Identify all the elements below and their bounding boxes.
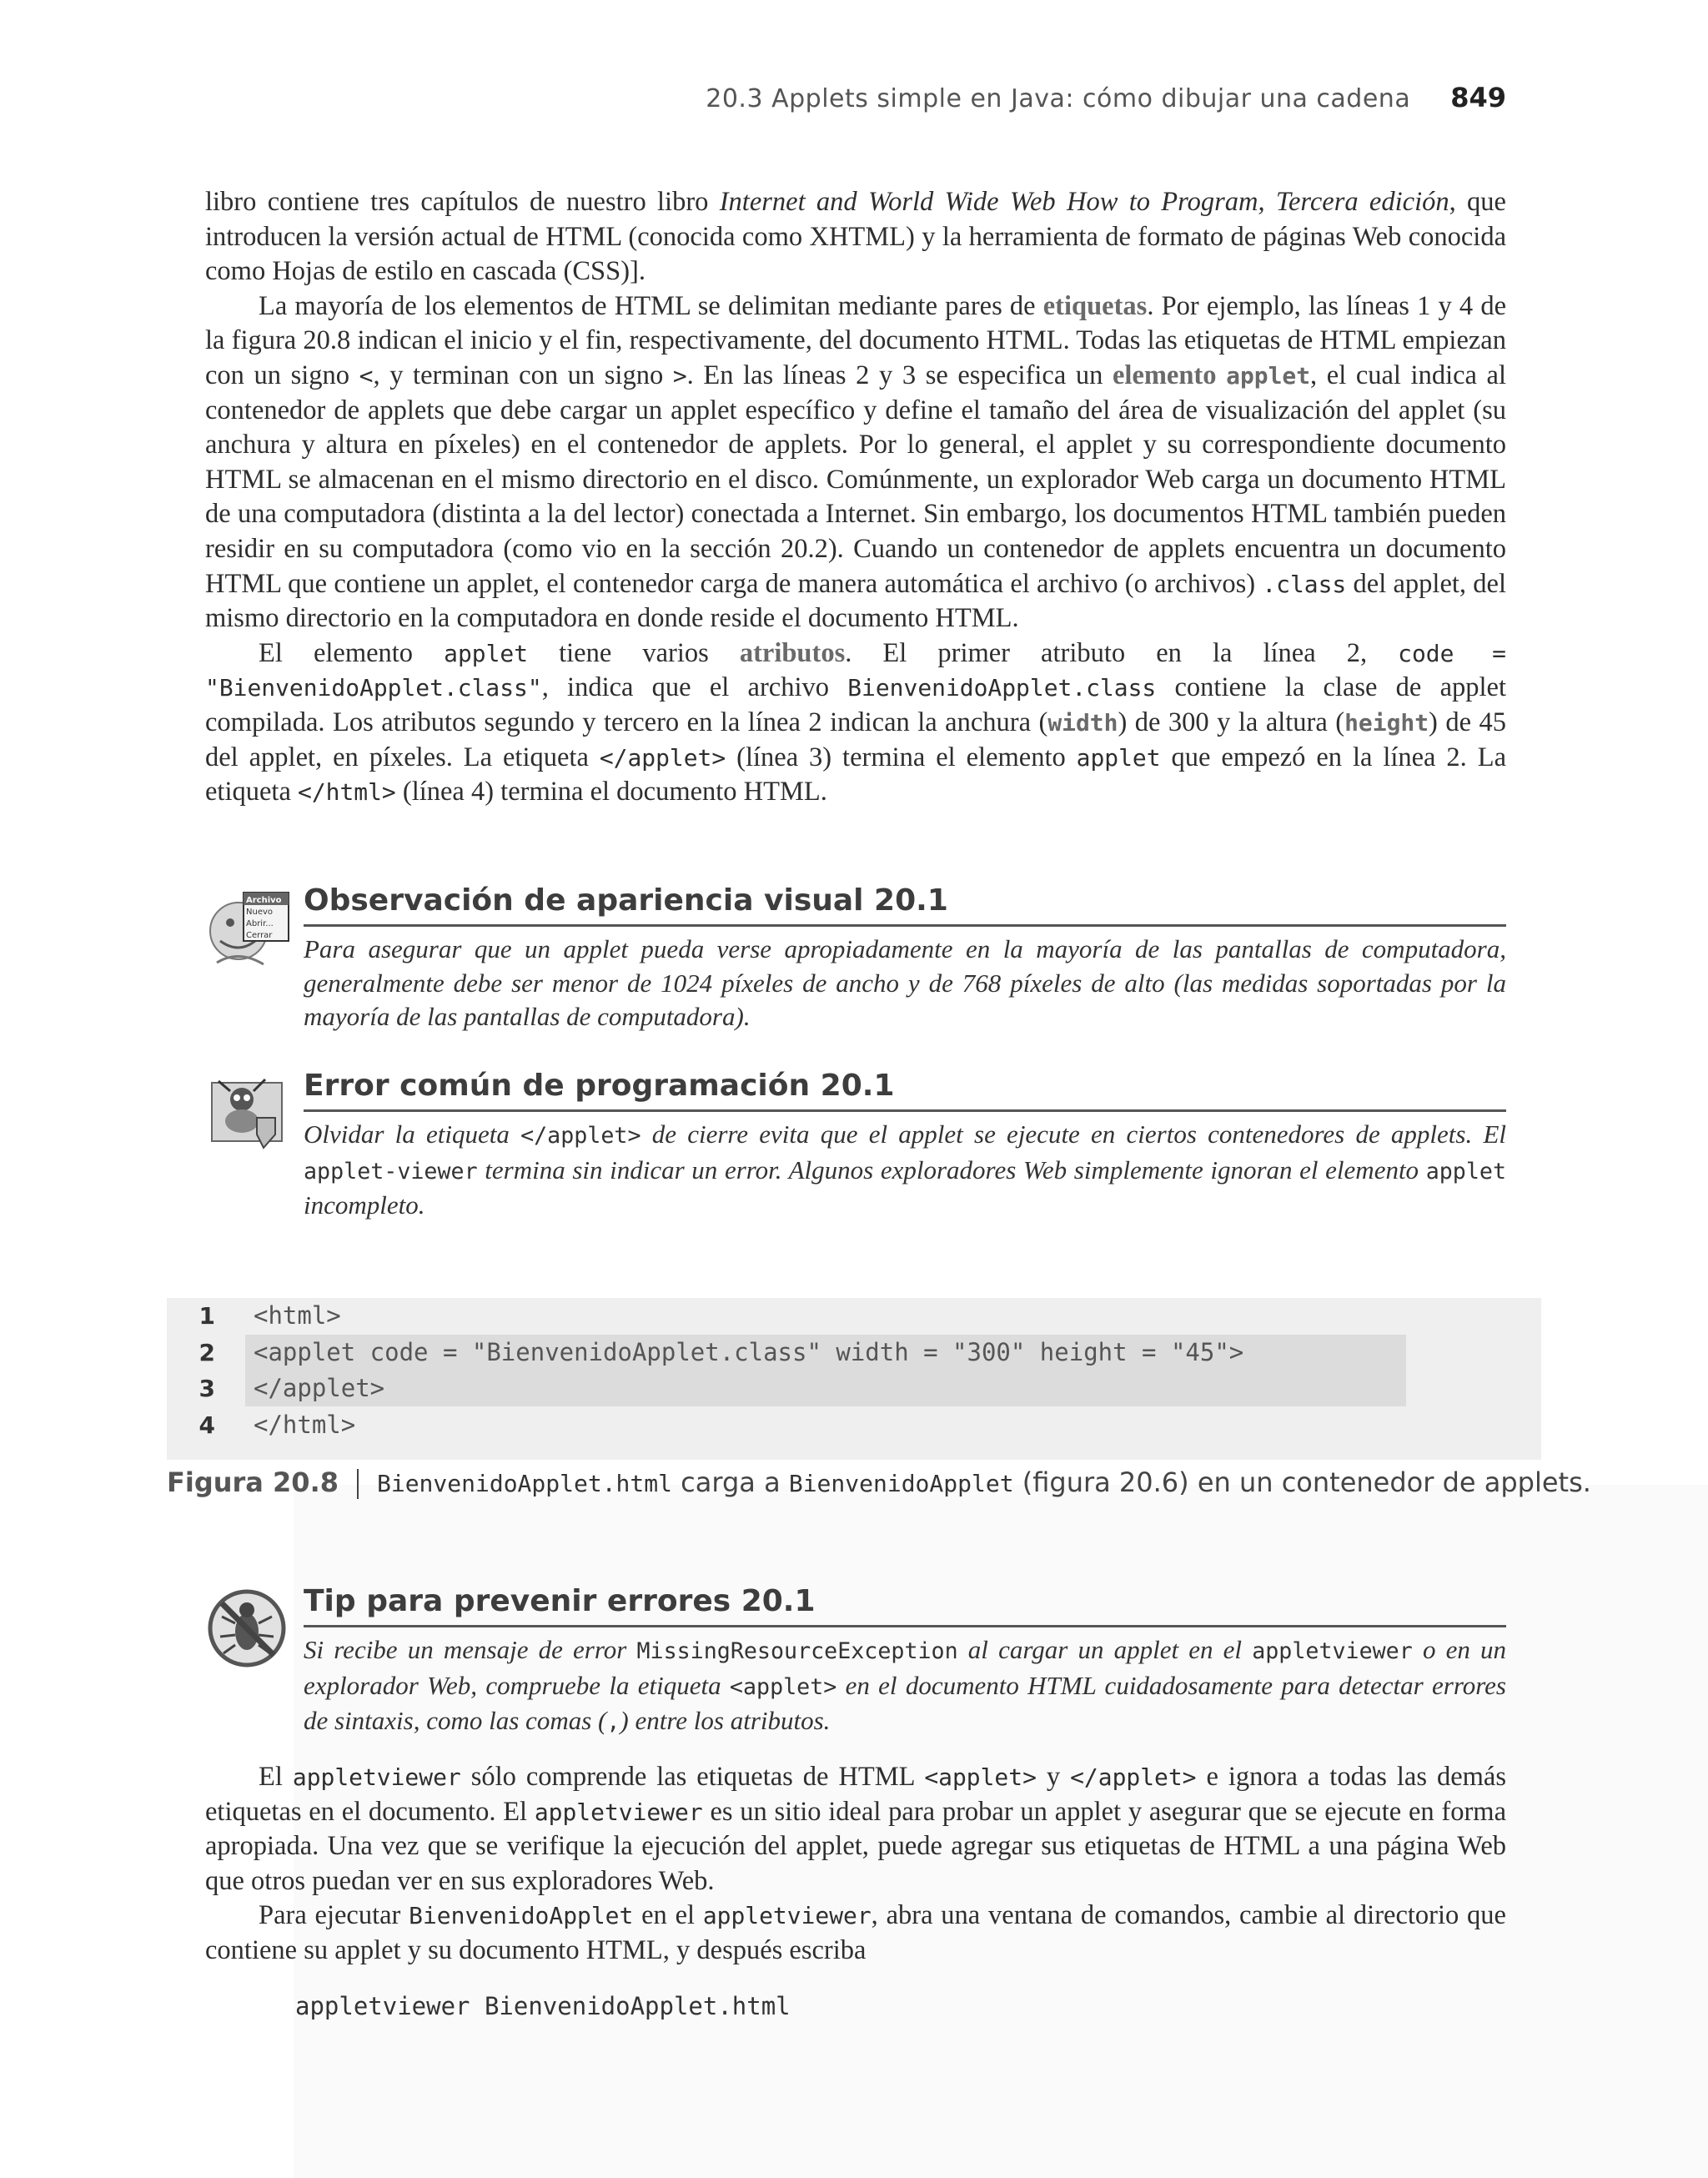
body-bottom: [205, 1760, 1506, 1969]
header-title: 20.3 Applets simple en Java: cómo dibujar una cadena: [706, 84, 1411, 113]
error-prevention-title: Tip para prevenir errores 20.1: [304, 1583, 1506, 1627]
body-top: [205, 185, 1506, 810]
line-number: 1: [198, 1302, 215, 1330]
common-error-title: Error común de programación 20.1: [304, 1068, 1506, 1112]
menu-item-abrir: Abrir...: [246, 919, 274, 928]
paragraph-2: La mayoría de los elementos de HTML se delimitan mediante pares de etiquetas. Por ejemplo, las líneas 1 y 4 de la figura 20.8 indican el inicio y el fin, respectivamente, del documento HTML. Todas las etiquetas de HTML empiezan con un signo <, y terminan con un signo >. En las líneas 2 y 3 se especifica un elemento applet, el cual indica al contenedor de applets que debe cargar un applet específico y define el tamaño del área de visualización del applet (su anchura y altura en píxeles) en el contenedor de applets. Por lo general, el applet y su correspondiente documento HTML se almacenan en el mismo directorio en el disco. Comúnmente, un explorador Web carga un documento HTML de una computadora (distinta a la del lector) conectada a Internet. Sin embargo, los documentos HTML también pueden residir en su computadora (como vio en la sección 20.2). Cuando un contenedor de applets encuentra un documento HTML que contiene un applet, el contenedor carga de manera automática el archivo (o archivos) .class del applet, del mismo directorio en la computadora en donde reside el documento HTML.: [205, 290, 1507, 634]
figure-label: Figura 20.8: [167, 1466, 339, 1498]
paragraph-5: Para ejecutar BienvenidoApplet en el appletviewer, abra una ventana de comandos, cambie al directorio que contiene su applet y su documento HTML, y después escriba: [205, 1900, 1506, 1965]
visual-tip-text: Para asegurar que un applet pueda verse apropiadamente en la mayoría de las pantallas de computadora, generalmente debe ser menor de 1024 píxeles de ancho y de 768 píxeles de alto (las medidas soportadas por la mayoría de las pantallas de computadora).: [304, 934, 1506, 1031]
code-text: <applet code = "BienvenidoApplet.class" width = "300" height = "45">: [254, 1338, 1244, 1366]
code-text: </html>: [254, 1411, 356, 1439]
common-error-box: [205, 1068, 1506, 1226]
code-listing: [167, 1298, 1541, 1460]
common-error-text: Olvidar la etiqueta </applet> de cierre evita que el applet se ejecute en ciertos contenedores de applets. El applet-viewer termina sin indicar un error. Algunos exploradores Web simplemente ignoran el elemento applet incompleto.: [304, 1119, 1506, 1220]
paragraph-1: libro contiene tres capítulos de nuestro libro Internet and World Wide Web How to Program, Tercera edición, que introducen la versión actual de HTML (conocida como XHTML) y la herramienta de formato de páginas Web conocida como Hojas de estilo en cascada (CSS)].: [205, 187, 1506, 287]
paragraph-4: El appletviewer sólo comprende las etiquetas de HTML <applet> y </applet> e ignora a todas las demás etiquetas en el documento. El appletviewer es un sitio ideal para probar un applet y asegurar que se ejecute en forma apropiada. Una vez que se verifique la ejecución del applet, puede agregar sus etiquetas de HTML a una página Web que otros puedan ver en sus exploradores Web.: [205, 1762, 1507, 1896]
bug-thumbs-down-icon: [205, 1068, 292, 1154]
file-menu-icon: [205, 883, 292, 969]
no-bug-icon: [205, 1583, 292, 1670]
code-text: <html>: [254, 1301, 341, 1330]
paragraph-3: El elemento applet tiene varios atributos. El primer atributo en la línea 2, code = "BienvenidoApplet.class", indica que el archivo BienvenidoApplet.class contiene la clase de applet compilada. Los atributos segundo y tercero en la línea 2 indican la anchura (width) de 300 y la altura (height) de 45 del applet, en píxeles. La etiqueta </applet> (línea 3) termina el elemento applet que empezó en la línea 2. La etiqueta </html> (línea 4) termina el documento HTML.: [205, 637, 1506, 807]
menu-item-archivo: Archivo: [246, 896, 282, 905]
command-line: appletviewer BienvenidoApplet.html: [295, 1992, 791, 2020]
code-text: </applet>: [254, 1374, 385, 1402]
menu-item-nuevo: Nuevo: [246, 908, 274, 917]
line-number: 3: [198, 1375, 215, 1402]
page-number: 849: [1450, 82, 1506, 113]
line-number: 4: [198, 1411, 215, 1439]
running-header: [208, 82, 1506, 113]
figure-caption: Figura 20.8 BienvenidoApplet.html carga a BienvenidoApplet (figura 20.6) en un contenedor de applets.: [167, 1466, 1591, 1498]
line-number: 2: [198, 1339, 215, 1366]
error-prevention-box: [205, 1583, 1506, 1742]
error-prevention-text: Si recibe un mensaje de error MissingResourceException al cargar un applet en el appletviewer o en un explorador Web, compruebe la etiqueta <applet> en el documento HTML cuidadosamente para detectar errores de sintaxis, como las comas (,) entre los atributos.: [304, 1635, 1507, 1735]
caption-separator: [357, 1469, 359, 1499]
visual-tip-title: Observación de apariencia visual 20.1: [304, 883, 1506, 927]
menu-item-cerrar: Cerrar: [246, 931, 273, 940]
visual-tip-box: [205, 883, 1506, 1041]
